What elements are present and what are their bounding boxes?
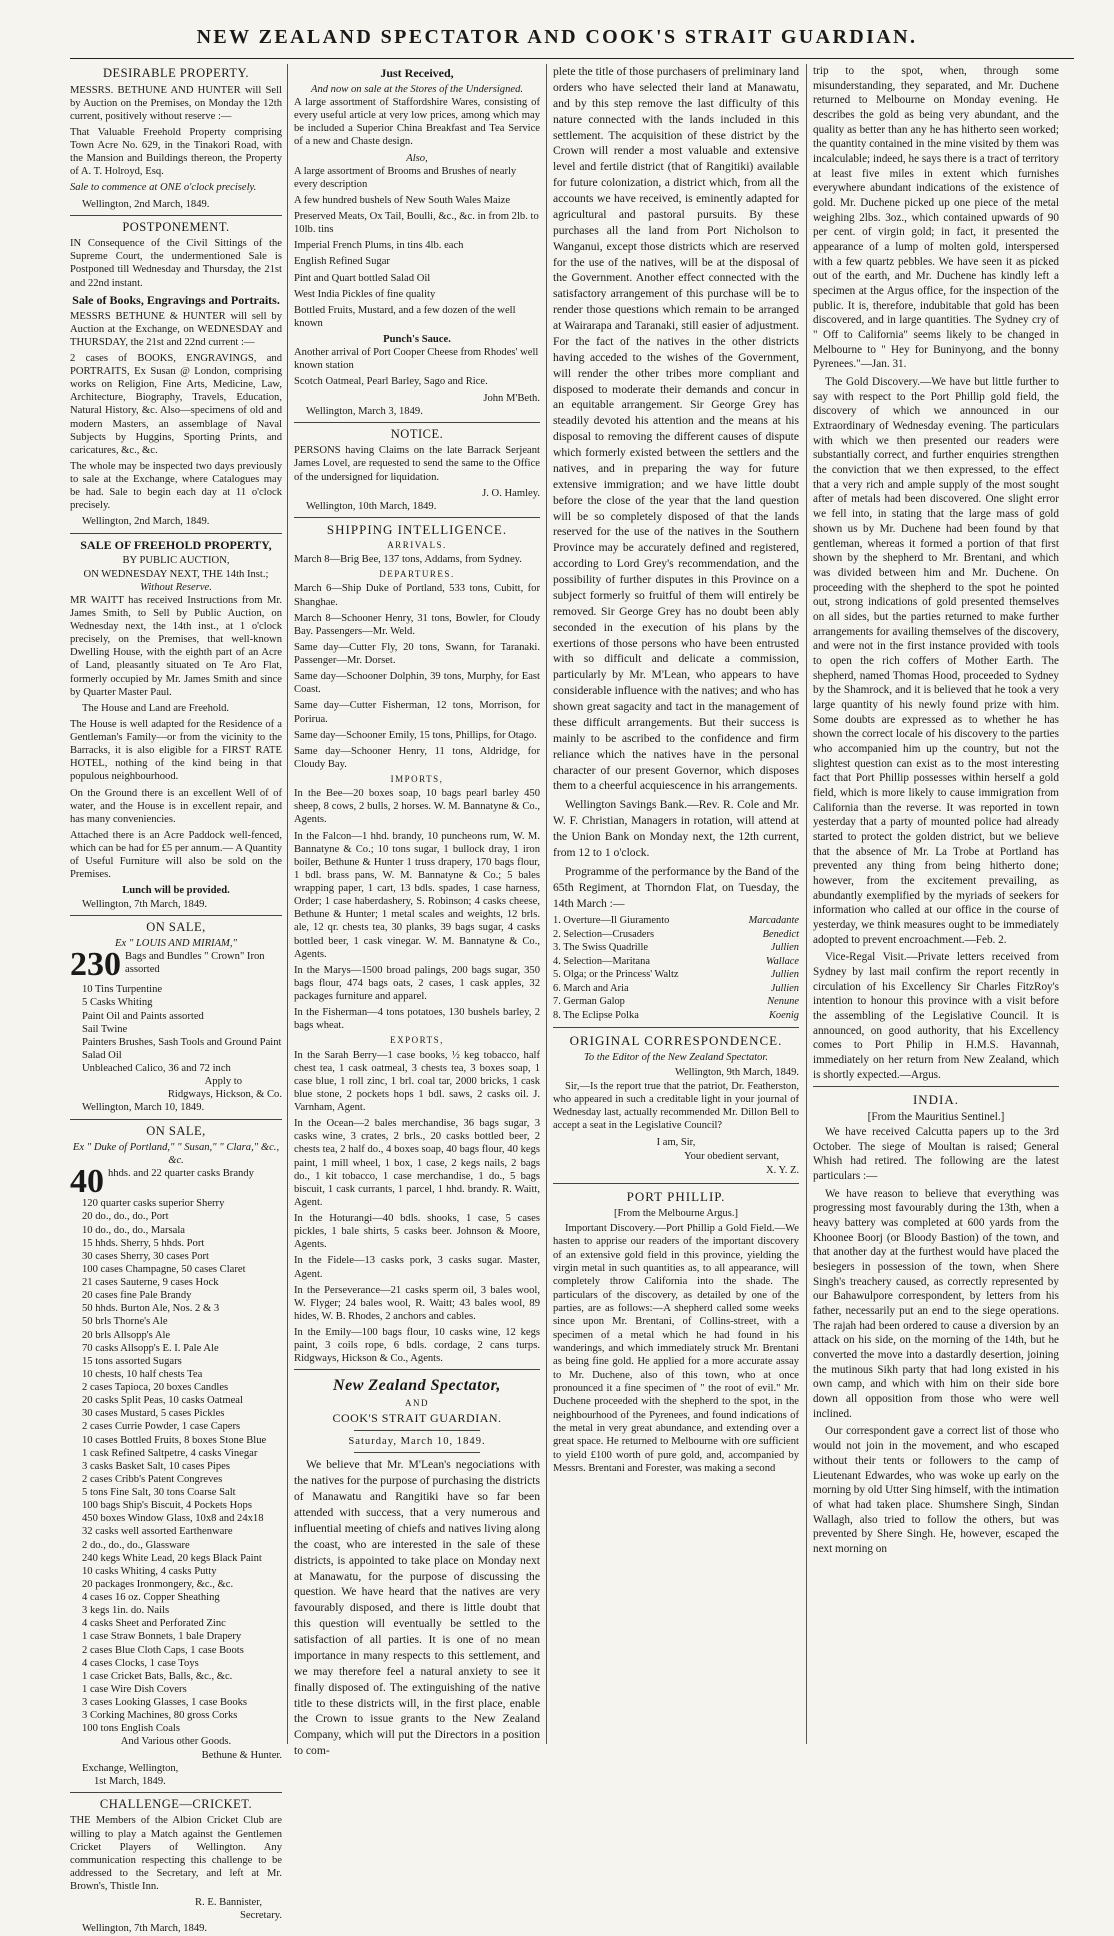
- source-line: [From the Melbourne Argus.]: [613, 1208, 739, 1220]
- ad-text: On the Ground there is an excellent Well of of water, and the House is in excellent repair, and has many conveniencies.: [70, 787, 282, 825]
- shipping-entry: In the Ocean—2 bales merchandise, 36 bags sugar, 3 casks wine, 3 crates, 2 brls., 20 casks bottled beer, 2 chests tea, 2 half do., 4 boxes soap, 40 bags flour, 40 kegs paint, 1 mill wheel, 1 box, 1 case, 2 kegs nails, 2 bags do., 1 kit tobacco, 1 case merchandise, 1 do., 5 bags biscuit, 1 cask currants, 1 parcel, 1 hhd. brandy. R. Waitt, Agent.: [294, 1118, 540, 1208]
- ad-title: ON SALE,: [146, 1123, 206, 1138]
- list-item: 2 cases Blue Cloth Caps, 1 case Boots: [82, 1644, 244, 1656]
- corr-date: Wellington, 9th March, 1849.: [675, 1066, 799, 1078]
- list-item: 100 cases Champagne, 50 cases Claret: [82, 1263, 246, 1275]
- source-line: [From the Mauritius Sentinel.]: [867, 1111, 1005, 1124]
- ad-title: SALE OF FREEHOLD PROPERTY,: [80, 537, 272, 552]
- ad-text: PERSONS having Claims on the late Barrack Serjeant James Lovel, are requested to send the same to the Office of the undersigned for liquidation.: [294, 445, 540, 483]
- imports-list: [294, 787, 540, 1032]
- divider: [70, 1792, 282, 1793]
- programme-composer: Nenune: [767, 996, 799, 1008]
- ad-subtitle: ON WEDNESDAY NEXT, THE 14th Inst.;: [83, 568, 269, 580]
- shipping-entry: March 6—Ship Duke of Portland, 533 tons, Cubitt, for Shanghae.: [294, 583, 540, 608]
- ad-signature: R. E. Bannister,: [195, 1897, 262, 1909]
- programme-row: [553, 955, 799, 969]
- list-item: 450 boxes Window Glass, 10x8 and 24x18: [82, 1513, 264, 1525]
- list-item: 2 cases Cribb's Patent Congreves: [82, 1473, 223, 1485]
- correspondence: [553, 1032, 799, 1179]
- shipping-entry: Same day—Schooner Dolphin, 39 tons, Murphy, for East Coast.: [294, 671, 540, 696]
- corr-signature: I am, Sir,: [656, 1136, 696, 1148]
- shipping-entry: Same day—Schooner Henry, 11 tons, Aldridge, for Cloudy Bay.: [294, 745, 540, 770]
- list-item: 32 casks well assorted Earthenware: [82, 1526, 233, 1538]
- ad-date: 1st March, 1849.: [94, 1775, 166, 1787]
- list-item: 1 cask Refined Saltpetre, 4 casks Vinegar: [82, 1447, 258, 1459]
- programme-composer: Wallace: [765, 955, 799, 967]
- savings-bank-notice: Wellington Savings Bank.—Rev. R. Cole and Mr. W. F. Christian, Managers in rotation, will attend at the Union Bank on Monday next, the 12th current, from 12 to 1 o'clock.: [553, 798, 799, 859]
- ad-text: IN Consequence of the Civil Sittings of the Supreme Court, the undermentioned Sale is Postponed till Wednesday and Thursday, the 21st and 22nd instant.: [70, 238, 282, 289]
- list-item: 20 cases fine Pale Brandy: [82, 1290, 192, 1302]
- editorial-text: We believe that Mr. M'Lean's negociations with the natives for the purpose of purchasing the districts of Manawatu and Rangitiki have so far been attended with success, that a very numerous and influential meeting of chiefs and natives living along the coast, who are interested in the sale of these districts, is appointed to take place on Monday next at Manawatu, for the purpose of discussing the question. We have heard that the natives are very favourably disposed, and there is little doubt that this question will eventually be settled to the satisfaction of all parties. It is one of no mean importance in many respects to this settlement, and we may therefore feel a natural anxiety to see it finally disposed of. The extinguishing of the native title to these districts will, in the first place, enable the Crown to issue grants to the New Zealand Company, which will put the Directors in a position to com-: [294, 1458, 540, 1758]
- list-item: 3 Corking Machines, 80 gross Corks: [82, 1710, 238, 1722]
- ad-books-sale: [70, 293, 282, 529]
- ad-subtitle: Ex " LOUIS AND MIRIAM,": [115, 938, 237, 950]
- list-item: Imperial French Plums, in tins 4lb. each: [294, 240, 464, 252]
- ad-text: The House and Land are Freehold.: [82, 702, 230, 714]
- shipping-entry: In the Falcon—1 hhd. brandy, 10 puncheons rum, W. M. Bannatyne & Co.; 10 tons sugar, 1 bullock dray, 1 iron boiler, Bethune & Hunter 1 truss drapery, 170 bags flour, 1 bdl. brass pans, W. M. Bannatyne & Co.; 5 bales wrapping paper, 1 cart, 13 bdls. spades, 1 case harness, Order; 1 case haberdashery, S. Robinson; 4 casks cheese, Bethune & Hunter; 1 metal scales and weights, 12 brls. ale, 12 qr. chests tea, 30 planks, 39 bags sugar, 4 casks bottled beer, 1 cask vinegar. W. M. Bannatyne & Co., Agents.: [294, 830, 540, 960]
- list-item: 4 cases 16 oz. Copper Sheathing: [82, 1592, 220, 1603]
- section-title: ORIGINAL CORRESPONDENCE.: [569, 1032, 783, 1048]
- shipping-entry: In the Emily—100 bags flour, 10 casks wine, 12 kegs paint, 3 coils rope, 6 bdls. cordage, 2 cans turps. Ridgways, Hickson & Co., Agents.: [294, 1327, 540, 1365]
- ad-title: ON SALE,: [146, 919, 206, 934]
- arrivals-list: [294, 553, 540, 566]
- programme-row: [553, 995, 799, 1009]
- ad-text: The whole may be inspected two days previously to sale at the Exchange, where Catalogues may be had. Sale to begin each day at 11 o'clock precisely.: [70, 460, 282, 512]
- ad-text: hhds. and 22 quarter casks Brandy: [108, 1168, 254, 1180]
- programme-composer: Benedict: [762, 928, 799, 940]
- editorial-title: New Zealand Spectator,: [333, 1377, 501, 1395]
- corr-to: To the Editor of the New Zealand Spectator.: [584, 1052, 768, 1064]
- ad-subtitle: BY PUBLIC AUCTION,: [122, 555, 230, 567]
- divider: [70, 533, 282, 534]
- list-item: 30 cases Mustard, 5 cases Pickles: [82, 1408, 225, 1420]
- section-title: PORT PHILLIP.: [626, 1188, 726, 1204]
- subsection-title: ARRIVALS.: [387, 539, 447, 550]
- corr-signature: X. Y. Z.: [766, 1165, 799, 1177]
- list-item: 5 tons Fine Salt, 30 tons Coarse Salt: [82, 1487, 236, 1498]
- list-item: 1 case Wire Dish Covers: [82, 1683, 187, 1695]
- programme-item: 2. Selection—Crusaders: [553, 928, 654, 940]
- list-item: A few hundred bushels of New South Wales Maize: [294, 194, 511, 206]
- programme-row: [553, 914, 799, 928]
- list-item: Scotch Oatmeal, Pearl Barley, Sago and Rice.: [294, 376, 488, 388]
- list-item: Another arrival of Port Cooper Cheese from Rhodes' well known station: [294, 347, 539, 372]
- ad-text: MR WAITT has received Instructions from Mr. James Smith, to Sell by Public Auction, on Wednesday next, the 14th inst., at 1 o'clock precisely, on the Premises, that well-known Dwelling House, with the eighth part of an Acre of Land, pleasantly situated on Te Aro Flat, formerly occupied by Mr. James Smith and since by Quarter Master Paul.: [70, 594, 282, 698]
- ad-desirable-property: [70, 66, 282, 211]
- list-item: Unbleached Calico, 36 and 72 inch: [82, 1063, 231, 1074]
- programme-row: [553, 928, 799, 942]
- list-item: Preserved Meats, Ox Tail, Boulli, &c., &c. in from 2lb. to 10lb. tins: [294, 211, 539, 236]
- list-item: Bottled Fruits, Mustard, and a few dozen of the well known: [294, 304, 516, 329]
- editorial-subtitle: COOK'S STRAIT GUARDIAN.: [332, 1411, 502, 1426]
- ad-subtitle: Ex " Duke of Portland," " Susan," " Clara," &c., &c.: [72, 1142, 280, 1167]
- list-item: 10 cases Bottled Fruits, 8 boxes Stone Blue: [82, 1434, 267, 1446]
- programme-item: 3. The Swiss Quadrille: [553, 942, 649, 954]
- list-item: 20 packages Ironmongery, &c., &c.: [82, 1578, 234, 1590]
- list-item: 1 case Straw Bonnets, 1 bale Drapery: [82, 1631, 242, 1643]
- list-item: 10 do., do., do., Marsala: [82, 1224, 185, 1236]
- big-number: 40: [70, 1163, 104, 1201]
- editorial-date: Saturday, March 10, 1849.: [348, 1436, 486, 1448]
- ad-firm: Ridgways, Hickson, & Co.: [167, 1089, 282, 1101]
- divider: [70, 1119, 282, 1120]
- programme-item: 4. Selection—Maritana: [553, 955, 650, 967]
- ad-text: Apply to: [204, 1076, 242, 1088]
- list-item: 70 casks Allsopp's E. I. Pale Ale: [82, 1342, 219, 1354]
- programme-item: 8. The Eclipse Polka: [553, 1009, 639, 1021]
- programme-composer: Jullien: [770, 942, 799, 954]
- ad-just-received: [294, 66, 540, 418]
- item-list: [294, 165, 540, 330]
- column-2: [294, 64, 540, 1758]
- section-title: SHIPPING INTELLIGENCE.: [326, 521, 508, 537]
- india: [813, 1091, 1059, 1556]
- column-3: [553, 64, 799, 1744]
- editorial-text: plete the title of those purchasers of preliminary land orders who have selected their land at Manawatu, and by this step remove the last difficulty of this nature connected with the lands included in this settlement. The acquisition of these district by the Crown will render a most valuable and extensive level and fertile district (that of Rangitiki) available for future colonization, a district which, from all the accounts we have received, is eminently adapted for agricultural and pastoral pursuits. By these purchases all the land from Port Nicholson to Wanganui, except those districts which are reserved for the use of the natives, will be at the disposal of the Government. Another effect connected with the satisfactory arrangement of this purchase will be to render those questions which remain to be arranged at Wairarapa and Taranaki, still easier of adjustment. For the fact of the natives in the other districts having acceded to the wishes of the Government, will render the other tribes more compliant and disposed to moderate their demands and concur in an equitable arrangement. Sir George Grey has steadily devoted his attention and the means at his disposal to removing the different causes of dispute which formerly existed between the settlers and the natives, and in preparing the way for future extensive immigration; and we have little doubt before the close of the year that the land question will be so completely disposed of that the lands reserved for the use of the natives in the Southern Province may be accurately defined and registered, according to Lord Grey's recommendation, and the possibility of further disputes in this Province on a subject formerly so fruitful of them will entirely be removed. Sir George Grey has no doubt been ably seconded in the execution of his plans by the exertions of those persons who have been entrusted with so difficult and delicate a commission, particularly by Mr. M'Lean, who appears to have considerable influence with the natives; and who has shown great sagacity and tact in the management of these difficult arrangements. But their success is mainly to be ascribed to the confidence and firm reliance which the natives have in the personal character of our present Governor, which disposes them to a cheerful acquiescence in his arrangements.: [553, 65, 799, 793]
- ad-text: And Various other Goods.: [120, 1736, 232, 1748]
- list-item: 21 cases Sauterne, 9 cases Hock: [82, 1277, 219, 1288]
- ad-title: POSTPONEMENT.: [122, 219, 230, 234]
- article-text: Important Discovery.—Port Phillip a Gold Field.—We hasten to apprise our readers of the important discovery of an extensive gold field in this province, yielding the virgin metal in such quantities as, to all appearance, will completely throw California into the shade. The particulars of the discovery, as detailed by one of the parties, are as follows:—A shepherd called some weeks since upon Mr. Brentani, of Collins-street, with a specimen of a metal which he had found in his wanderings, and which immediately struck Mr. Brentani as being fine gold. He applied for a more accurate assay to Mr. Duchene, also of this town, who at once pronounced it a fine specimen of " the root of evil." Mr. Duchene proceeded with the shepherd to the spot, in the neighbourhood of the Pyrenees, and found indications of the metal in very great abundance, and extending over a great space. He returned to Melbourne with ore sufficient to yield £100 worth of pure gold, and, accompanied by Messrs. Brentani and Forester, was making a second: [553, 1222, 799, 1475]
- ad-notice: [294, 427, 540, 513]
- ad-title: NOTICE.: [390, 426, 444, 441]
- ad-subtitle: And now on sale at the Stores of the Undersigned.: [310, 83, 524, 95]
- shipping-entry: Same day—Cutter Fisherman, 12 tons, Morrison, for Porirua.: [294, 700, 540, 725]
- list-item: 4 casks Sheet and Perforated Zinc: [82, 1618, 226, 1630]
- subsection-title: IMPORTS,: [390, 774, 444, 785]
- ad-on-sale-louis: [70, 920, 282, 1115]
- list-item: 20 brls Allsopp's Ale: [82, 1329, 171, 1341]
- shipping-entry: March 8—Brig Bee, 137 tons, Addams, from Sydney.: [294, 554, 522, 566]
- ad-title: Sale of Books, Engravings and Portraits.: [72, 292, 280, 307]
- ad-date: Wellington, March 3, 1849.: [306, 405, 423, 417]
- item-list: [70, 1197, 282, 1735]
- ad-text: Bags and Bundles " Crown" Iron assorted: [125, 951, 265, 976]
- ad-text: THE Members of the Albion Cricket Club are willing to play a Match against the Gentlemen Cricket Players of Wellington. Any communication respecting this challenge to be addressed to the Secretary, and left at Mr. Brown's, Thistle Inn.: [70, 1815, 282, 1892]
- ad-cricket: [70, 1797, 282, 1936]
- programme-composer: Koenig: [768, 1009, 799, 1021]
- list-item: 15 hhds. Sherry, 5 hhds. Port: [82, 1237, 205, 1249]
- item-list: [70, 983, 282, 1075]
- list-item: A large assortment of Brooms and Brushes of nearly every description: [294, 165, 517, 190]
- programme-item: 6. March and Aria: [553, 982, 629, 994]
- ad-date: Wellington, 7th March, 1849.: [82, 898, 208, 910]
- section-title: INDIA.: [912, 1092, 960, 1108]
- list-item: 50 brls Thorne's Ale: [82, 1316, 168, 1328]
- ad-title: CHALLENGE—CRICKET.: [99, 1796, 253, 1811]
- list-item: West India Pickles of fine quality: [294, 288, 436, 300]
- list-item: 20 casks Split Peas, 10 casks Oatmeal: [82, 1395, 243, 1407]
- list-item: 3 casks Basket Salt, 10 cases Pipes: [82, 1460, 230, 1472]
- corr-text: Sir,—Is the report true that the patriot, Dr. Featherston, who appeared in such a creditable light in your journal of Wednesday last, actually recommended Mr. Dillon Bell to accept a seat in the Legislative Council?: [553, 1081, 799, 1132]
- subsection-title: DEPARTURES.: [379, 569, 455, 580]
- list-item: 15 tons assorted Sugars: [82, 1355, 182, 1367]
- divider: [294, 517, 540, 518]
- ad-date: Wellington, 10th March, 1849.: [306, 500, 437, 512]
- list-item: 2 cases Tapioca, 20 boxes Candles: [82, 1382, 229, 1393]
- divider: [70, 915, 282, 916]
- shipping-entry: March 8—Schooner Henry, 31 tons, Bowler, for Cloudy Bay. Passengers—Mr. Weld.: [294, 612, 540, 637]
- ad-text: MESSRS BETHUNE & HUNTER will sell by Auction at the Exchange, on WEDNESDAY and THURSDAY, the 21st and 22nd current :—: [70, 310, 282, 348]
- ad-postponement: [70, 220, 282, 290]
- ad-title: DESIRABLE PROPERTY.: [102, 66, 250, 80]
- list-item: 10 chests, 10 half chests Tea: [82, 1368, 203, 1380]
- column-4: [813, 64, 1059, 1744]
- list-item: Pint and Quart bottled Salad Oil: [294, 272, 431, 284]
- article-text: We have reason to believe that everything was progressing most favourably during the 13th, when a heavy battery was completed at 600 yards from the Khoonee Boorj (or Bloody Bastion) of the town, and that another day at the furthest would have placed the besiegers in possession of the town, when Shere Singh's treachery caused, as correctly represented by our Bahawulpore correspondent, by letters from his father, necessarily put an end to the siege operations. The rajah had been ordered to cause a diversion by an attack on his side, on the morning of the 14th, but he converted the move into a dastardly desertion, joining the mutinous Sikh party that had long existed in his own camp, and which with him on their side bore down all opposition from those who were well inclined.: [813, 1187, 1059, 1420]
- article-text: The Gold Discovery.—We have but little further to say with respect to the Port Phillip gold field, the discovery of which we announced in our Extraordinary of Wednesday evening. The particulars with which we then presented our readers were substantially correct, and further enquiries strengthen the conviction that we then expressed, to the effect that a very rich and ample supply of the most sought after of metals had been discovered. One slight error we fell into, in stating that the large mass of gold shown us by Mr. Duchene had been found by that gentleman, whereas it formed a portion of that first shown by the shepherd to Mr. Brentani, and which was divided between him and Mr. Duchene. On proceeding with the shepherd to the spot he pointed out, strong indications of gold presented themselves on all sides, but the parties returned to make further arrangements for availing themselves of the discovery, and were not in the first instance provided with tools to open the rich coffers of Mother Earth. The shepherd, named Thomas Hood, proceeded to Sydney by the Shamrock, and it is believed that he took a very large quantity of his newly found prize with him. Some doubts are expressed as to whether he has shown the correct locale of his discovery to the parties who accompanied him up the country, but not the slightest question can exist as to the most interesting fact that Port Phillip possesses within herself a gold field, which is more likely to cause immigration from California than the reverse. It was reported in town yesterday that a party of mounted police had already started to protect the golden district, but we believe that the absence of Mr. La Trobe at Portland has prevented any thing from being hitherto done; however, from the excitement prevailing, as abundantly exemplified by the myriads of seekers for information who called at our office in the course of yesterday, we think measures ought to be immediately adopted to prevent encroachment.—Feb. 2.: [813, 376, 1059, 946]
- list-item: 2 do., do., do., Glassware: [82, 1539, 190, 1551]
- list-item: Paint Oil and Paints assorted: [82, 1010, 204, 1022]
- ad-date: Wellington, March 10, 1849.: [82, 1102, 205, 1114]
- list-item: 4 cases Clocks, 1 case Toys: [82, 1657, 199, 1669]
- list-item: 10 casks Whiting, 4 casks Putty: [82, 1565, 217, 1577]
- programme-row: [553, 941, 799, 955]
- list-item: English Refined Sugar: [294, 256, 390, 268]
- divider: [70, 215, 282, 216]
- ad-text: 2 cases of BOOKS, ENGRAVINGS, and PORTRAITS, Ex Susan @ London, comprising works on Religion, Fine Arts, Medicine, Law, Architecture, Biography, Travels, Education, Natural History, &c. Also—specimens of old and modern Masters, an assemblage of Naval Subjects by Huggins, Sporting Prints, and caricatures, &c., &c.: [70, 352, 282, 456]
- article-text: Vice-Regal Visit.—Private letters received from Sydney by last mail confirm the report recently in circulation of his Excellency Sir Charles FitzRoy's intention to honour this province with a visit before the assembling of the Legislative Council. It is announced, on good authority, that his Excellency comes to Port Philip in H.M.S. Havannah, immediately on her return from New Zealand, which is shortly expected.—Argus.: [813, 951, 1059, 1081]
- list-item: 3 kegs 1in. do. Nails: [82, 1605, 170, 1617]
- band-programme: [553, 914, 799, 1022]
- programme-item: 7. German Galop: [553, 996, 625, 1008]
- shipping-entry: Same day—Cutter Fly, 20 tons, Swann, for Taranaki. Passenger—Mr. Dorset.: [294, 641, 540, 667]
- big-number: 230: [70, 946, 121, 984]
- shipping-intelligence: [294, 522, 540, 1366]
- ad-text: Attached there is an Acre Paddock well-fenced, which can be had for £5 per annum.— A Quantity of Useful Furniture will also be sold on the Premises.: [70, 829, 282, 881]
- ad-date: Wellington, 7th March, 1849.: [82, 1923, 208, 1935]
- list-item: Painters Brushes, Sash Tools and Ground Paint: [82, 1036, 282, 1048]
- shipping-entry: Same day—Schooner Emily, 15 tons, Phillips, for Otago.: [294, 729, 537, 741]
- masthead-rule: [70, 58, 1074, 59]
- list-item: 120 quarter casks superior Sherry: [82, 1198, 225, 1210]
- shipping-entry: In the Bee—20 boxes soap, 10 bags pearl barley 450 sheep, 8 cows, 2 bulls, 2 horses. W. M. Bannatyne & Co., Agents.: [294, 788, 540, 826]
- divider: [294, 422, 540, 423]
- list-item: 100 bags Ship's Biscuit, 4 Pockets Hops: [82, 1500, 252, 1512]
- ad-date: Wellington, 2nd March, 1849.: [82, 198, 210, 210]
- ad-signature: John M'Beth.: [483, 392, 540, 404]
- ad-firm: Bethune & Hunter.: [201, 1749, 282, 1761]
- ad-date: Wellington, 2nd March, 1849.: [82, 516, 210, 528]
- ad-text: That Valuable Freehold Property comprising Town Acre No. 629, in the Tinakori Road, with the Mansion and Buildings thereon, the Property of A. T. Holroyd, Esq.: [70, 126, 282, 178]
- departures-list: [294, 582, 540, 771]
- ad-text: The House is well adapted for the Residence of a Gentleman's Family—or from the vicinity to the Barracks, it is also eligible for a FIRST RATE HOTEL, nothing of the kind being in that populous neighbourhood.: [70, 718, 282, 783]
- ad-on-sale-duke: [70, 1124, 282, 1788]
- shipping-entry: In the Hoturangi—40 bdls. shooks, 1 case, 5 cases pickles, 1 bale shirts, 5 casks beer. Johnson & Moore, Agents.: [294, 1213, 540, 1251]
- list-item: 5 Casks Whiting: [82, 997, 153, 1009]
- article-text: We have received Calcutta papers up to the 3rd October. The siege of Moultan is raised; General Whish had retired. The following are the latest particulars :—: [813, 1126, 1059, 1183]
- list-item: 2 cases Currie Powder, 1 case Capers: [82, 1421, 241, 1433]
- ad-text: Punch's Sauce.: [383, 334, 451, 345]
- editorial: [294, 1376, 540, 1759]
- programme-composer: Jullien: [770, 969, 799, 981]
- shipping-entry: In the Perseverance—21 casks sperm oil, 3 bales wool, W. Flyger; 24 bales wool, R. Waitt; 43 bales wool, 89 hides, W. B. Rhodes, 2 anchors and cables.: [294, 1284, 540, 1322]
- programme-item: 1. Overture—Il Giuramento: [553, 915, 670, 927]
- article-text: Our correspondent gave a correct list of those who would not join in the movement, and who escaped without their tents or followers to the camp of Lieutenant Edwardes, who was woke up early on the morning by old Utter Sing himself, with the intimation of what had taken place. Shumshere Singh, Sindan Wallagh, also tried to follow the others, but was prevented by Shere Singh. He, however, escaped the next morning on: [813, 1425, 1059, 1555]
- shipping-entry: In the Fidele—13 casks pork, 3 casks sugar. Master, Agent.: [294, 1255, 540, 1280]
- programme-row: [553, 982, 799, 996]
- list-item: 240 kegs White Lead, 20 kegs Black Paint: [82, 1552, 262, 1564]
- divider: [294, 1369, 540, 1370]
- shipping-entry: In the Marys—1500 broad palings, 200 bags sugar, 350 bags flour, 474 bags oats, 2 cases, 1 cask apples, 32 packages furniture and apparel.: [294, 964, 540, 1003]
- ad-text: Lunch will be provided.: [122, 885, 230, 897]
- shipping-entry: In the Sarah Berry—1 case books, ½ keg tobacco, half chest tea, 1 cask oatmeal, 3 chests tea, 3 boxes soap, 1 case blue, 1 roll zinc, 1 brl. coal tar, 2000 bricks, 1 cask blue stone, 2 pockets hops 1 bdl. saws, 2 casks oil. J. Varnham, Agent.: [294, 1049, 540, 1114]
- ad-text: MESSRS. BETHUNE AND HUNTER will Sell by Auction on the Premises, on Monday the 12th current, positively without reserve :—: [70, 84, 282, 122]
- list-item: 50 hhds. Burton Ale, Nos. 2 & 3: [82, 1303, 220, 1315]
- ad-text: Also,: [406, 152, 428, 164]
- subsection-title: EXPORTS,: [390, 1035, 444, 1046]
- column-rule: [546, 64, 547, 1744]
- list-item: 10 Tins Turpentine: [82, 984, 163, 996]
- list-item: 30 cases Sherry, 30 cases Port: [82, 1250, 209, 1262]
- list-item: 1 case Cricket Bats, Balls, &c., &c.: [82, 1670, 233, 1682]
- ad-text: Sale to commence at ONE o'clock precisely.: [70, 182, 257, 194]
- ad-text: A large assortment of Staffordshire Wares, consisting of every useful article at very low prices, among which may be included a Superior China Breakfast and Tea Service of a new and Chaste design.: [294, 97, 540, 148]
- editorial-and: AND: [405, 1398, 429, 1409]
- item-list: [294, 346, 540, 388]
- shipping-entry: In the Fisherman—4 tons potatoes, 130 bushels barley, 2 bags wheat.: [294, 1007, 540, 1032]
- divider: [553, 1183, 799, 1184]
- list-item: 20 do., do., do., Port: [82, 1211, 169, 1223]
- band-programme-intro: Programme of the performance by the Band of the 65th Regiment, at Thorndon Flat, on Tuesday, the 14th March :—: [553, 864, 799, 910]
- programme-row: [553, 968, 799, 982]
- programme-composer: Marcadante: [748, 915, 799, 927]
- column-1: [70, 64, 282, 1935]
- divider: [553, 1027, 799, 1028]
- masthead: NEW ZEALAND SPECTATOR AND COOK'S STRAIT GUARDIAN.: [196, 26, 918, 48]
- column-rule: [806, 64, 807, 1744]
- divider: [354, 1430, 480, 1431]
- port-phillip: [553, 1188, 799, 1476]
- divider: [813, 1086, 1059, 1087]
- list-item: Sail Twine: [82, 1023, 128, 1035]
- divider: [354, 1452, 480, 1453]
- exports-list: [294, 1049, 540, 1366]
- ad-freehold-sale: [70, 538, 282, 911]
- programme-composer: Jullien: [770, 982, 799, 994]
- column-rule: [287, 64, 288, 1744]
- ad-title: Just Received,: [380, 66, 454, 80]
- list-item: 100 tons English Coals: [82, 1723, 180, 1735]
- programme-row: [553, 1009, 799, 1023]
- corr-signature: Your obedient servant,: [684, 1150, 779, 1162]
- list-item: 3 cases Looking Glasses, 1 case Books: [82, 1697, 248, 1708]
- ad-signature: J. O. Hamley.: [482, 487, 540, 499]
- ad-date: Exchange, Wellington,: [82, 1762, 179, 1774]
- programme-item: 5. Olga; or the Princess' Waltz: [553, 969, 679, 981]
- ad-signature: Secretary.: [240, 1910, 282, 1922]
- article-text: trip to the spot, when, through some misunderstanding, they separated, and Mr. Duchene returned to Melbourne on Monday evening. He describes the gold as being very abundant, and the quality as better than any he has hitherto seen worked; the quantity contained in the mine visited by them was incalculable; indeed, he says there is a tract of territory at least five miles in extent which furnishes everywhere abundant indications of the existence of gold. Mr. Duchene picked up one piece of the metal weighing 2lbs. 3oz., which contained upwards of 90 per cent. of virgin gold; in fact, it presented the appearance of a lump of molten gold, interspersed with a few quartz pebbles. We have seen it as picked out of the earth, and Mr. Duchene has kindly left a specimen at the Argus office, for the inspection of the public. It is, therefore, indubitable that gold has been discovered, and in large quantities. The Sydney cry of " Off to California" seems likely to be changed in Melbourne to " Hey for Buninyong, and the bonny Pyrenees."—Jan. 31.: [813, 65, 1059, 371]
- ad-subtitle: Without Reserve.: [140, 581, 212, 593]
- list-item: Salad Oil: [82, 1049, 122, 1061]
